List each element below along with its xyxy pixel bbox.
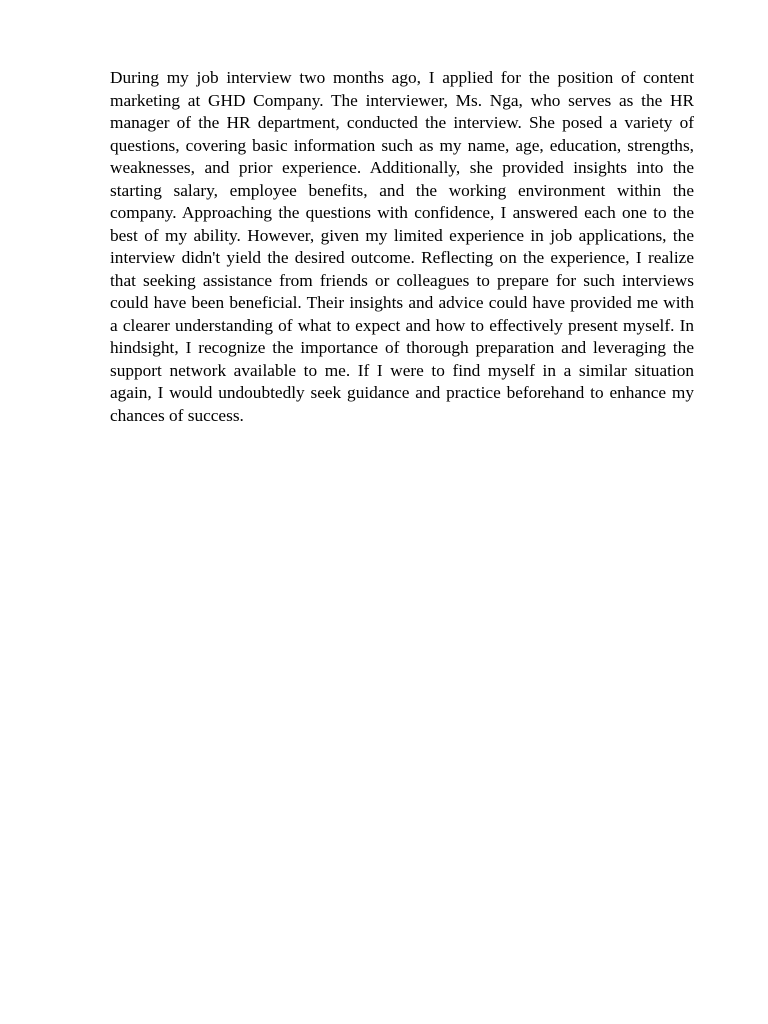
body-paragraph: During my job interview two months ago, I applied for the position of content marketing at GHD Company. The interviewer, Ms. Nga, who serves as the HR manager of the HR department, conducted the interview. She posed a variety of questions, covering basic information such as my name, age, education, strengths, weaknesses, and prior experience. Additionally, she provided insights into the starting salary, employee benefits, and the working environment within the company. Approaching the questions with confidence, I answered each one to the best of my ability. However, given my limited experience in job applications, the interview didn't yield the desired outcome. Reflecting on the experience, I realize that seeking assistance from friends or colleagues to prepare for such interviews could have been beneficial. Their insights and advice could have provided me with a clearer understanding of what to expect and how to effectively present myself. In hindsight, I recognize the importance of thorough preparation and leveraging the support network available to me. If I were to find myself in a similar situation again, I would undoubtedly seek guidance and practice beforehand to enhance my chances of success. (110, 68, 694, 425)
